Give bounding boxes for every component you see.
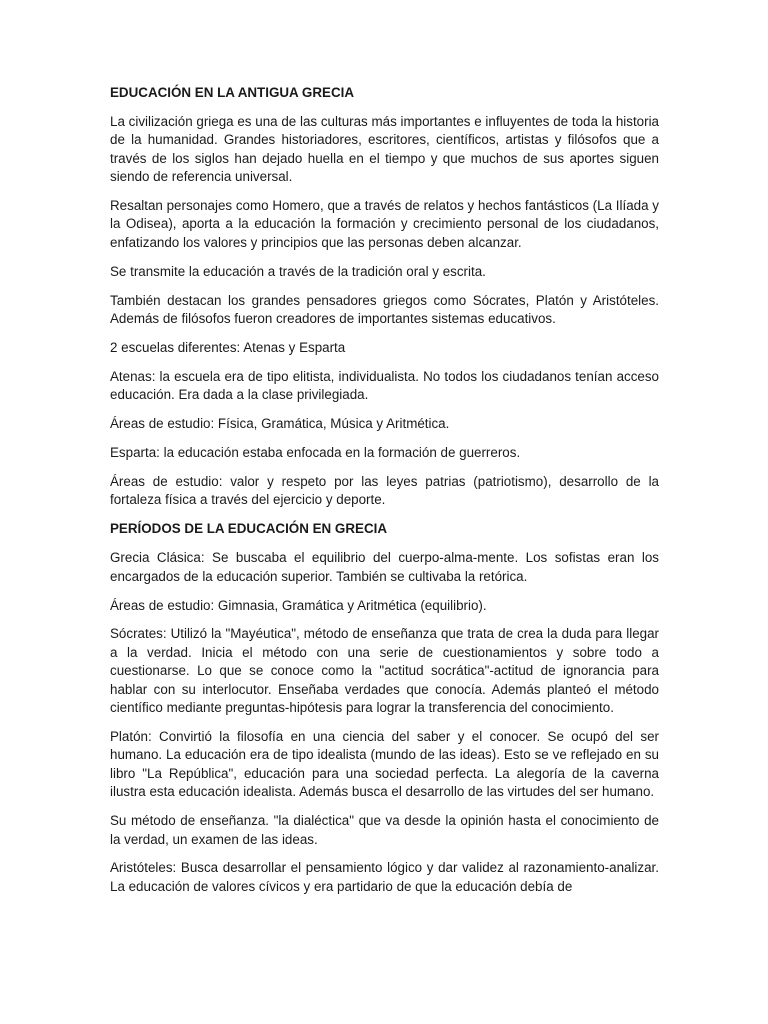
paragraph: También destacan los grandes pensadores griegos como Sócrates, Platón y Aristóteles. Además de filósofos fueron creadores de importantes sistemas educativos. <box>110 292 659 327</box>
paragraph: Su método de enseñanza. "la dialéctica" que va desde la opinión hasta el conocimiento de la verdad, un examen de las ideas. <box>110 813 659 847</box>
section-heading: EDUCACIÓN EN LA ANTIGUA GRECIA <box>110 85 355 100</box>
paragraph: Áreas de estudio: Física, Gramática, Música y Aritmética. <box>110 416 450 432</box>
section-heading: PERÍODOS DE LA EDUCACIÓN EN GRECIA <box>110 521 388 537</box>
section-antigua-grecia <box>110 84 659 510</box>
section-periodos <box>110 520 659 896</box>
paragraph: Atenas: la escuela era de tipo elitista, individualista. No todos los ciudadanos tenían acceso educación. Era dada a la clase privilegiada. <box>110 368 659 403</box>
document-page <box>110 84 659 907</box>
paragraph: 2 escuelas diferentes: Atenas y Esparta <box>110 339 346 355</box>
paragraph: Esparta: la educación estaba enfocada en la formación de guerreros. <box>110 445 521 461</box>
paragraph: Áreas de estudio: valor y respeto por las leyes patrias (patriotismo), desarrollo de la fortaleza física a través del ejercicio y deporte. <box>110 474 659 508</box>
paragraph: Se transmite la educación a través de la tradición oral y escrita. <box>110 263 486 279</box>
paragraph: Resaltan personajes como Homero, que a través de relatos y hechos fantásticos (La Ilíada y la Odisea), aporta a la educación la formación y crecimiento personal de los ciudadanos, enfatizando los valores y principios que las personas deben alcanzar. <box>110 198 659 250</box>
paragraph: Áreas de estudio: Gimnasia, Gramática y Aritmética (equilibrio). <box>110 597 487 613</box>
paragraph: Grecia Clásica: Se buscaba el equilibrio del cuerpo-alma-mente. Los sofistas eran los encargados de la educación superior. También se cultivaba la retórica. <box>110 550 659 584</box>
paragraph: Sócrates: Utilizó la "Mayéutica", método de enseñanza que trata de crea la duda para llegar a la verdad. Inicia el método con una serie de cuestionamientos y sobre todo a cuestionarse. Lo que se conoce como la "actitud socrática"-actitud de ignorancia para hablar con su interlocutor. Enseñaba verdades que conocía. Además planteó el método científico mediante preguntas-hipótesis para lograr la transferencia del conocimiento. <box>110 626 659 716</box>
paragraph: La civilización griega es una de las culturas más importantes e influyentes de toda la historia de la humanidad. Grandes historiadores, escritores, científicos, artistas y filósofos que a través de los siglos han dejado huella en el tiempo y que muchos de sus aportes siguen siendo de referencia universal. <box>110 113 659 185</box>
paragraph: Platón: Convirtió la filosofía en una ciencia del saber y el conocer. Se ocupó del ser humano. La educación era de tipo idealista (mundo de las ideas). Esto se ve reflejado en su libro "La República", educación para una sociedad perfecta. La alegoría de la caverna ilustra esta educación idealista. Además busca el desarrollo de las virtudes del ser humano. <box>110 728 659 800</box>
paragraph: Aristóteles: Busca desarrollar el pensamiento lógico y dar validez al razonamiento-analizar. La educación de valores cívicos y era partidario de que la educación debía de <box>110 860 659 894</box>
